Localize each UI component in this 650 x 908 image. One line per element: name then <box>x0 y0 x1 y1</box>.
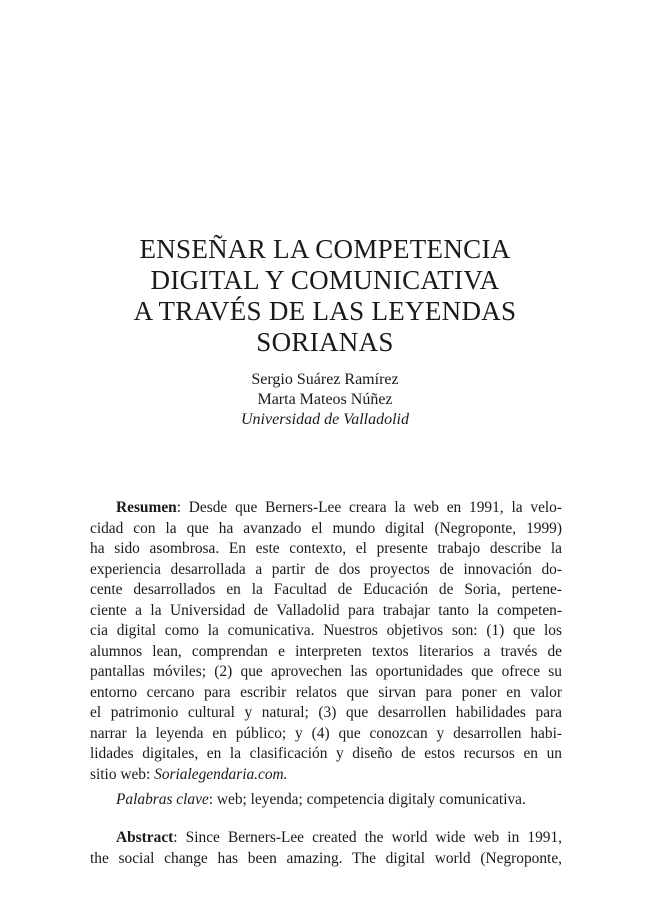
keywords-line: Palabras clave: web; leyenda; competencia digitaly comunicativa. <box>116 791 526 808</box>
resumen-line: cia digital como la comunicativa. Nuestros objetivos son: (1) que los <box>90 622 562 639</box>
title-line: ENSEÑAR LA COMPETENCIA <box>139 234 511 264</box>
paper-title <box>0 234 650 358</box>
resumen-line: ciente a la Universidad de Valladolid para trabajar tanto la competen- <box>90 601 562 619</box>
resumen-line: lidades digitales, en la clasificación y diseño de estos recursos en un <box>90 745 562 762</box>
affiliation: Universidad de Valladolid <box>241 411 409 428</box>
title-line: A TRAVÉS DE LAS LEYENDAS <box>133 296 517 326</box>
resumen-line: pantallas móviles; (2) que aprovechen las oportunidades que ofrece su <box>90 663 562 680</box>
resumen-line: cidad con la que ha avanzado el mundo digital (Negroponte, 1999) <box>90 519 562 537</box>
resumen-line: alumnos lean, comprendan e interpreten textos literarios a través de <box>90 642 562 660</box>
keywords-label: Palabras clave <box>116 791 209 808</box>
abstract-paragraph <box>90 828 562 869</box>
resumen-line: cente desarrollados en la Facultad de Educación de Soria, pertene- <box>90 581 562 598</box>
resumen-line: ha sido asombrosa. En este contexto, el presente trabajo describe la <box>90 540 562 557</box>
resumen-line: sitio web: Sorialegendaria.com. <box>90 765 288 783</box>
abstract-label: Abstract <box>116 829 174 846</box>
resumen-line: experiencia desarrollada a partir de dos proyectos de innovación do- <box>90 560 562 578</box>
abstract-line: the social change has been amazing. The digital world (Negroponte, <box>90 849 562 867</box>
title-line: DIGITAL Y COMUNICATIVA <box>150 265 500 295</box>
title-line: SORIANAS <box>256 327 394 357</box>
resumen-line: Resumen: Desde que Berners-Lee creara la web en 1991, la velo- <box>116 499 562 516</box>
keywords-paragraph <box>90 790 562 811</box>
resumen-label: Resumen <box>116 499 177 516</box>
resumen-line: el patrimonio cultural y natural; (3) que desarrollen habilidades para <box>90 704 562 721</box>
website-name: Sorialegendaria.com. <box>154 765 288 783</box>
resumen-line: narrar la leyenda en público; y (4) que conozcan y desarrollen habi- <box>90 724 562 742</box>
author-block <box>0 370 650 430</box>
resumen-line: entorno cercano para escribir relatos que sirvan para poner en valor <box>90 683 562 701</box>
abstract-line: Abstract: Since Berners-Lee created the world wide web in 1991, <box>116 829 562 846</box>
author-name: Sergio Suárez Ramírez <box>251 371 399 388</box>
author-name: Marta Mateos Núñez <box>257 391 393 408</box>
resumen-paragraph <box>90 498 562 785</box>
